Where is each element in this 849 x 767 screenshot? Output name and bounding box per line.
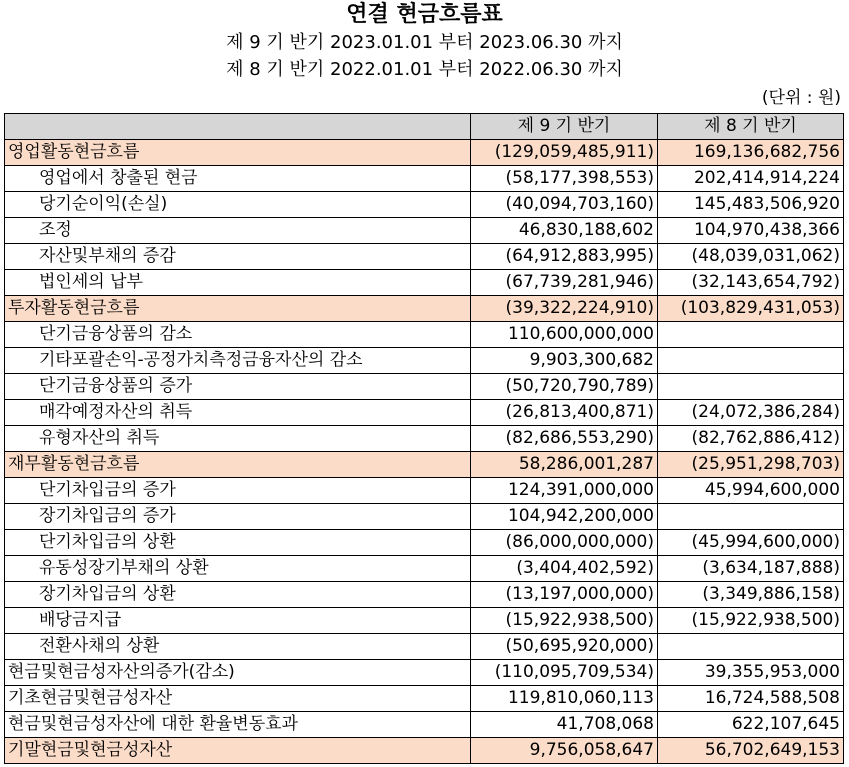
row-label: 단기차입금의 증가 — [5, 478, 471, 504]
row-value-current: (40,094,703,160) — [471, 192, 658, 218]
row-value-prior: 56,702,649,153 — [658, 738, 844, 764]
row-label: 유동성장기부채의 상환 — [5, 556, 471, 582]
row-value-current: (39,322,224,910) — [471, 296, 658, 322]
row-value-current: 119,810,060,113 — [471, 686, 658, 712]
row-label: 기말현금및현금성자산 — [5, 738, 471, 764]
table-row — [5, 712, 844, 738]
header-prior-period: 제 8 기 반기 — [658, 114, 844, 140]
table-row — [5, 400, 844, 426]
row-value-prior — [658, 322, 844, 348]
table-row — [5, 530, 844, 556]
table-row — [5, 582, 844, 608]
row-value-prior: (45,994,600,000) — [658, 530, 844, 556]
header-current-period: 제 9 기 반기 — [471, 114, 658, 140]
row-value-current: 110,600,000,000 — [471, 322, 658, 348]
period-prior: 제 8 기 반기 2022.01.01 부터 2022.06.30 까지 — [226, 59, 623, 80]
table-row — [5, 452, 844, 478]
row-label: 단기금융상품의 감소 — [5, 322, 471, 348]
table-row — [5, 374, 844, 400]
table-row — [5, 738, 844, 764]
header-row — [5, 114, 844, 140]
table-row — [5, 504, 844, 530]
row-value-current: (15,922,938,500) — [471, 608, 658, 634]
row-label: 단기차입금의 상환 — [5, 530, 471, 556]
table-row — [5, 166, 844, 192]
row-label: 장기차입금의 상환 — [5, 582, 471, 608]
row-value-prior: (24,072,386,284) — [658, 400, 844, 426]
row-value-current: (26,813,400,871) — [471, 400, 658, 426]
row-value-prior: (32,143,654,792) — [658, 270, 844, 296]
row-value-prior — [658, 504, 844, 530]
row-label: 유형자산의 취득 — [5, 426, 471, 452]
table-row — [5, 348, 844, 374]
row-label: 재무활동현금흐름 — [5, 452, 471, 478]
table-row — [5, 140, 844, 166]
row-value-current: 9,756,058,647 — [471, 738, 658, 764]
row-value-prior: 16,724,588,508 — [658, 686, 844, 712]
row-label: 기타포괄손익-공정가치측정금융자산의 감소 — [5, 348, 471, 374]
row-value-prior: 202,414,914,224 — [658, 166, 844, 192]
row-value-current: (129,059,485,911) — [471, 140, 658, 166]
row-value-prior: (48,039,031,062) — [658, 244, 844, 270]
row-label: 배당금지급 — [5, 608, 471, 634]
row-label: 법인세의 납부 — [5, 270, 471, 296]
row-value-prior: 104,970,438,366 — [658, 218, 844, 244]
row-label: 현금및현금성자산에 대한 환율변동효과 — [5, 712, 471, 738]
table-row — [5, 660, 844, 686]
row-value-prior: (25,951,298,703) — [658, 452, 844, 478]
table-row — [5, 608, 844, 634]
row-value-current: (82,686,553,290) — [471, 426, 658, 452]
unit-label: (단위 : 원) — [761, 88, 841, 108]
table-row — [5, 296, 844, 322]
table-row — [5, 634, 844, 660]
header-label — [5, 114, 471, 140]
row-value-prior: 145,483,506,920 — [658, 192, 844, 218]
row-value-prior — [658, 374, 844, 400]
row-value-current: (64,912,883,995) — [471, 244, 658, 270]
table-row — [5, 244, 844, 270]
row-label: 조정 — [5, 218, 471, 244]
row-value-current: (67,739,281,946) — [471, 270, 658, 296]
row-value-prior: (103,829,431,053) — [658, 296, 844, 322]
row-label: 매각예정자산의 취득 — [5, 400, 471, 426]
row-label: 장기차입금의 증가 — [5, 504, 471, 530]
row-value-prior: 169,136,682,756 — [658, 140, 844, 166]
row-label: 당기순이익(손실) — [5, 192, 471, 218]
table-row — [5, 270, 844, 296]
table-row — [5, 686, 844, 712]
row-value-current: 104,942,200,000 — [471, 504, 658, 530]
row-value-prior: (15,922,938,500) — [658, 608, 844, 634]
cash-flow-table — [4, 113, 844, 764]
row-value-prior: (82,762,886,412) — [658, 426, 844, 452]
row-value-prior: 622,107,645 — [658, 712, 844, 738]
row-label: 영업활동현금흐름 — [5, 140, 471, 166]
table-row — [5, 192, 844, 218]
row-value-current: (58,177,398,553) — [471, 166, 658, 192]
row-label: 자산및부채의 증감 — [5, 244, 471, 270]
row-value-current: (50,695,920,000) — [471, 634, 658, 660]
row-value-current: 9,903,300,682 — [471, 348, 658, 374]
statement-title: 연결 현금흐름표 — [346, 2, 503, 27]
row-value-prior — [658, 348, 844, 374]
row-value-current: 41,708,068 — [471, 712, 658, 738]
row-value-current: 46,830,188,602 — [471, 218, 658, 244]
row-label: 전환사채의 상환 — [5, 634, 471, 660]
table-row — [5, 218, 844, 244]
row-value-current: (110,095,709,534) — [471, 660, 658, 686]
table-row — [5, 322, 844, 348]
table-row — [5, 426, 844, 452]
row-label: 투자활동현금흐름 — [5, 296, 471, 322]
table-row — [5, 556, 844, 582]
row-value-prior: 45,994,600,000 — [658, 478, 844, 504]
row-label: 현금및현금성자산의증가(감소) — [5, 660, 471, 686]
row-label: 영업에서 창출된 현금 — [5, 166, 471, 192]
row-value-current: (86,000,000,000) — [471, 530, 658, 556]
row-value-current: (50,720,790,789) — [471, 374, 658, 400]
row-value-current: 124,391,000,000 — [471, 478, 658, 504]
row-label: 단기금융상품의 증가 — [5, 374, 471, 400]
row-value-prior: (3,349,886,158) — [658, 582, 844, 608]
table-row — [5, 478, 844, 504]
period-current: 제 9 기 반기 2023.01.01 부터 2023.06.30 까지 — [226, 32, 623, 53]
row-value-current: (3,404,402,592) — [471, 556, 658, 582]
row-value-current: (13,197,000,000) — [471, 582, 658, 608]
row-label: 기초현금및현금성자산 — [5, 686, 471, 712]
row-value-prior — [658, 634, 844, 660]
row-value-current: 58,286,001,287 — [471, 452, 658, 478]
row-value-prior: 39,355,953,000 — [658, 660, 844, 686]
row-value-prior: (3,634,187,888) — [658, 556, 844, 582]
